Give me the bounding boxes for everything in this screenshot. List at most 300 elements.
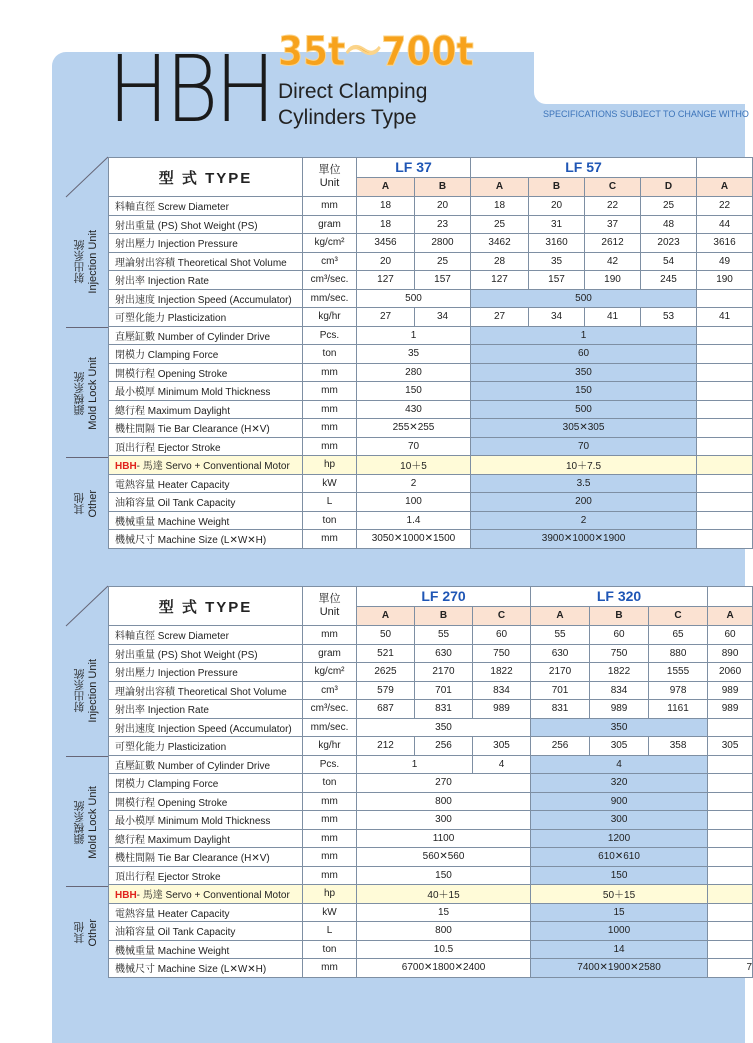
row-label: 射出速度 Injection Speed (Accumulator)	[109, 289, 303, 308]
cell-value: 25	[641, 197, 697, 216]
table-row	[109, 663, 753, 682]
row-label: 射出壓力 Injection Pressure	[109, 663, 303, 682]
cell-value: 2170	[531, 663, 590, 682]
cell-value: 989	[473, 700, 531, 719]
table-row	[109, 755, 753, 774]
row-unit: mm	[303, 363, 357, 382]
row-unit: ton	[303, 940, 357, 959]
row-label: 射出速度 Injection Speed (Accumulator)	[109, 718, 303, 737]
cell-value: 127	[357, 271, 415, 290]
row-unit: mm	[303, 400, 357, 419]
cell-value: 50	[357, 626, 415, 645]
cell-value: 256	[415, 737, 473, 756]
cell-value: 2612	[585, 234, 641, 253]
variant-header: D	[641, 177, 697, 197]
cell-value-cutoff	[697, 511, 753, 530]
row-unit: mm/sec.	[303, 718, 357, 737]
row-unit: L	[303, 922, 357, 941]
row-label: 射出重量 (PS) Shot Weight (PS)	[109, 644, 303, 663]
table-row	[109, 848, 753, 867]
cell-value: 1100	[357, 829, 531, 848]
group-label-mold: 鎖模系統 Mold Lock Unit	[74, 356, 99, 430]
cell-value: 44	[697, 215, 753, 234]
cell-value: 280	[357, 363, 471, 382]
group-label-injection: 射出系統 Injection Unit	[74, 230, 99, 294]
cell-value: 989	[590, 700, 649, 719]
row-unit: mm	[303, 419, 357, 438]
row-label: 頂出行程 Ejector Stroke	[109, 866, 303, 885]
cell-value: 800	[357, 922, 531, 941]
cell-value: 521	[357, 644, 415, 663]
row-unit: kg/hr	[303, 737, 357, 756]
table-row	[109, 626, 753, 645]
cell-value: 42	[585, 252, 641, 271]
cell-value: 15	[531, 903, 708, 922]
cell-value: 150	[471, 382, 697, 401]
row-label: 機柱間隔 Tie Bar Clearance (H✕V)	[109, 848, 303, 867]
cell-value: 100	[357, 493, 471, 512]
row-unit: kW	[303, 474, 357, 493]
cell-value: 20	[357, 252, 415, 271]
cell-value-cutoff	[697, 530, 753, 549]
cell-value: 41	[697, 308, 753, 327]
cell-value: 50＋15	[531, 885, 708, 904]
row-label: 機械尺寸 Machine Size (L✕W✕H)	[109, 530, 303, 549]
cell-value: 60	[471, 345, 697, 364]
cell-value: 6700✕1800✕2400	[357, 959, 531, 978]
row-unit: cm³/sec.	[303, 700, 357, 719]
cell-value: 200	[471, 493, 697, 512]
cell-value: 54	[641, 252, 697, 271]
cell-value: 150	[357, 382, 471, 401]
row-label: 電熱容量 Heater Capacity	[109, 903, 303, 922]
cell-value: 25	[471, 215, 529, 234]
table-row	[109, 215, 753, 234]
row-label: 料軸直徑 Screw Diameter	[109, 626, 303, 645]
cell-value: 10＋5	[357, 456, 471, 475]
hbh-prefix: HBH	[115, 461, 137, 473]
cell-value: 4	[473, 755, 531, 774]
row-unit: mm	[303, 382, 357, 401]
cell-value: 989	[708, 700, 753, 719]
type-header: 型 式 TYPE	[109, 158, 303, 197]
tonnage-range: 35t～700t	[278, 29, 474, 75]
cell-value: 190	[585, 271, 641, 290]
row-label: 開模行程 Opening Stroke	[109, 792, 303, 811]
row-label: 機械尺寸 Machine Size (L✕W✕H)	[109, 959, 303, 978]
cell-value: 22	[585, 197, 641, 216]
cell-value: 300	[357, 811, 531, 830]
cell-value: 60	[708, 626, 753, 645]
cell-value: 500	[471, 400, 697, 419]
cell-value: 1	[471, 326, 697, 345]
table-row	[109, 737, 753, 756]
cell-value: 3900✕1000✕1900	[471, 530, 697, 549]
cell-value: 40＋15	[357, 885, 531, 904]
cell-value: 610✕610	[531, 848, 708, 867]
table-row	[109, 382, 753, 401]
cell-value: 1000	[531, 922, 708, 941]
cell-value: 834	[473, 681, 531, 700]
cell-value: 3462	[471, 234, 529, 253]
cell-value-cutoff	[708, 922, 753, 941]
cell-value: 157	[415, 271, 471, 290]
row-label: 理論射出容積 Theoretical Shot Volume	[109, 252, 303, 271]
table-row	[109, 718, 753, 737]
model-header: LF 270	[357, 587, 531, 607]
model-header: LF 320	[531, 587, 708, 607]
table-row	[109, 903, 753, 922]
cell-value: 890	[708, 644, 753, 663]
cell-value: 245	[641, 271, 697, 290]
row-unit: ton	[303, 774, 357, 793]
table-row	[109, 437, 753, 456]
cell-value: 27	[471, 308, 529, 327]
cell-value-cutoff	[708, 848, 753, 867]
cell-value-cutoff	[697, 289, 753, 308]
row-label: 射出率 Injection Rate	[109, 700, 303, 719]
cell-value: 3.5	[471, 474, 697, 493]
cell-value-cutoff	[708, 792, 753, 811]
cell-value: 25	[415, 252, 471, 271]
cell-value-cutoff	[708, 829, 753, 848]
table-row	[109, 419, 753, 438]
table-row	[109, 511, 753, 530]
row-label	[109, 885, 303, 904]
variant-header: A	[471, 177, 529, 197]
table-row	[109, 326, 753, 345]
variant-header: C	[649, 606, 708, 626]
row-label: 閉模力 Clamping Force	[109, 774, 303, 793]
row-unit: ton	[303, 345, 357, 364]
variant-header: A	[357, 606, 415, 626]
group-label-mold: 鎖模系統 Mold Lock Unit	[74, 785, 99, 859]
variant-header: C	[585, 177, 641, 197]
table-row	[109, 363, 753, 382]
group-label-other: 其他 Other	[74, 490, 99, 518]
cell-value: 1	[357, 326, 471, 345]
row-label: 閉模力 Clamping Force	[109, 345, 303, 364]
table-row	[109, 289, 753, 308]
row-label: 電熱容量 Heater Capacity	[109, 474, 303, 493]
table-row	[109, 493, 753, 512]
cell-value-cutoff	[697, 326, 753, 345]
row-unit: cm³	[303, 681, 357, 700]
cell-value: 430	[357, 400, 471, 419]
cell-value: 34	[529, 308, 585, 327]
cell-value: 2800	[415, 234, 471, 253]
cell-value: 41	[585, 308, 641, 327]
table-row	[109, 829, 753, 848]
row-unit: gram	[303, 215, 357, 234]
cell-value-cutoff	[697, 474, 753, 493]
cell-value-cutoff	[697, 400, 753, 419]
cell-value: 34	[415, 308, 471, 327]
cell-value: 350	[471, 363, 697, 382]
table-row	[109, 530, 753, 549]
type-header: 型 式 TYPE	[109, 587, 303, 626]
row-unit: mm	[303, 792, 357, 811]
table-row	[109, 959, 753, 978]
cell-value: 500	[471, 289, 697, 308]
subtitle-line-1: Direct Clamping	[278, 80, 428, 103]
cell-value-cutoff	[697, 493, 753, 512]
cell-value: 3616	[697, 234, 753, 253]
spec-table-2	[108, 586, 753, 978]
row-label: 可塑化能力 Plasticization	[109, 308, 303, 327]
cell-value: 23	[415, 215, 471, 234]
cell-value: 2060	[708, 663, 753, 682]
row-label: 射出壓力 Injection Pressure	[109, 234, 303, 253]
cell-value-cutoff	[708, 718, 753, 737]
spec-section-2	[66, 586, 753, 979]
cell-value: 212	[357, 737, 415, 756]
row-label	[109, 456, 303, 475]
row-label: 直壓缸數 Number of Cylinder Drive	[109, 326, 303, 345]
cell-value: 256	[531, 737, 590, 756]
table-row	[109, 774, 753, 793]
cell-value-cutoff	[697, 363, 753, 382]
cell-value-cutoff	[697, 456, 753, 475]
table-row	[109, 811, 753, 830]
model-header: LF 57	[471, 158, 697, 178]
cell-value: 7400✕1900✕2580	[531, 959, 708, 978]
row-label: 總行程 Maximum Daylight	[109, 829, 303, 848]
row-unit: L	[303, 493, 357, 512]
cell-value: 630	[415, 644, 473, 663]
cell-value-cutoff	[697, 419, 753, 438]
cell-value: 70	[357, 437, 471, 456]
row-label: 直壓缸數 Number of Cylinder Drive	[109, 755, 303, 774]
cell-value: 831	[415, 700, 473, 719]
variant-header: A	[357, 177, 415, 197]
table-row	[109, 700, 753, 719]
cell-value-cutoff	[708, 903, 753, 922]
cell-value: 10.5	[357, 940, 531, 959]
cell-value: 2	[471, 511, 697, 530]
cell-value: 320	[531, 774, 708, 793]
row-label: 頂出行程 Ejector Stroke	[109, 437, 303, 456]
cell-value: 305	[708, 737, 753, 756]
table-row	[109, 308, 753, 327]
group-label-injection: 射出系統 Injection Unit	[74, 659, 99, 723]
cell-value: 831	[531, 700, 590, 719]
cell-value: 834	[590, 681, 649, 700]
cell-value-cutoff	[708, 940, 753, 959]
cell-value: 150	[531, 866, 708, 885]
row-label: 開模行程 Opening Stroke	[109, 363, 303, 382]
row-unit: mm	[303, 197, 357, 216]
cell-value: 350	[531, 718, 708, 737]
row-label: 機械重量 Machine Weight	[109, 511, 303, 530]
row-label: 最小模厚 Minimum Mold Thickness	[109, 382, 303, 401]
row-label: 最小模厚 Minimum Mold Thickness	[109, 811, 303, 830]
row-label: 射出率 Injection Rate	[109, 271, 303, 290]
table-row	[109, 922, 753, 941]
table-row	[109, 234, 753, 253]
cell-value: 150	[357, 866, 531, 885]
table-row	[109, 345, 753, 364]
cell-value: 3456	[357, 234, 415, 253]
cell-value: 22	[697, 197, 753, 216]
row-label: 理論射出容積 Theoretical Shot Volume	[109, 681, 303, 700]
subtitle-line-2: Cylinders Type	[278, 106, 417, 129]
cell-value: 1161	[649, 700, 708, 719]
variant-header: A	[697, 177, 753, 197]
table-row	[109, 474, 753, 493]
cell-value: 3160	[529, 234, 585, 253]
row-unit: hp	[303, 885, 357, 904]
cell-value: 15	[357, 903, 531, 922]
cell-value: 800	[357, 792, 531, 811]
hbh-prefix: HBH	[115, 890, 137, 902]
cell-value: 60	[590, 626, 649, 645]
row-unit: mm	[303, 811, 357, 830]
row-unit: cm³	[303, 252, 357, 271]
table-row	[109, 400, 753, 419]
row-unit: kW	[303, 903, 357, 922]
row-unit: mm	[303, 866, 357, 885]
cell-value-cutoff	[697, 382, 753, 401]
model-header-cutoff	[697, 158, 753, 178]
cell-value: 2170	[415, 663, 473, 682]
cell-value: 750	[590, 644, 649, 663]
table-row	[109, 456, 753, 475]
row-unit: mm	[303, 530, 357, 549]
row-unit: mm	[303, 626, 357, 645]
cell-value: 989	[708, 681, 753, 700]
cell-value: 35	[357, 345, 471, 364]
table-row	[109, 197, 753, 216]
row-unit: mm	[303, 437, 357, 456]
cell-value: 60	[473, 626, 531, 645]
cell-value: 1822	[590, 663, 649, 682]
cell-value: 14	[531, 940, 708, 959]
table-row	[109, 644, 753, 663]
cell-value: 55	[531, 626, 590, 645]
row-unit: mm	[303, 829, 357, 848]
cell-value: 37	[585, 215, 641, 234]
cell-value: 1.4	[357, 511, 471, 530]
row-unit: mm	[303, 848, 357, 867]
row-unit: kg/hr	[303, 308, 357, 327]
cell-value: 630	[531, 644, 590, 663]
variant-header: A	[708, 606, 753, 626]
unit-header: 單位 Unit	[303, 587, 357, 626]
variant-header: C	[473, 606, 531, 626]
cell-value: 49	[697, 252, 753, 271]
cell-value: 305	[590, 737, 649, 756]
row-unit: hp	[303, 456, 357, 475]
model-header: LF 37	[357, 158, 471, 178]
table-row	[109, 271, 753, 290]
row-unit: kg/cm²	[303, 234, 357, 253]
row-unit: kg/cm²	[303, 663, 357, 682]
row-label: 機柱間隔 Tie Bar Clearance (H✕V)	[109, 419, 303, 438]
row-unit: gram	[303, 644, 357, 663]
cell-value: 1555	[649, 663, 708, 682]
cell-value: 750	[473, 644, 531, 663]
row-unit: mm/sec.	[303, 289, 357, 308]
cell-value: 305✕305	[471, 419, 697, 438]
spec-section-1	[66, 157, 745, 550]
group-label-other: 其他 Other	[74, 919, 99, 947]
cell-value-cutoff	[708, 866, 753, 885]
cell-value: 55	[415, 626, 473, 645]
cell-value: 10＋7.5	[471, 456, 697, 475]
cell-value: 701	[415, 681, 473, 700]
row-unit: Pcs.	[303, 326, 357, 345]
row-label: 油箱容量 Oil Tank Capacity	[109, 922, 303, 941]
model-header-cutoff	[708, 587, 753, 607]
variant-header: B	[590, 606, 649, 626]
cell-value: 18	[471, 197, 529, 216]
row-label: 可塑化能力 Plasticization	[109, 737, 303, 756]
cell-value-cutoff: 7	[708, 959, 753, 978]
hbh-motor-label: - 馬達 Servo + Conventional Motor	[136, 890, 290, 902]
table-row	[109, 252, 753, 271]
row-label: 油箱容量 Oil Tank Capacity	[109, 493, 303, 512]
cell-value: 350	[357, 718, 531, 737]
row-unit: ton	[303, 511, 357, 530]
cell-value: 579	[357, 681, 415, 700]
spec-table-1	[108, 157, 753, 549]
cell-value: 500	[357, 289, 471, 308]
cell-value: 270	[357, 774, 531, 793]
table-row	[109, 885, 753, 904]
cell-value: 2023	[641, 234, 697, 253]
spec-change-notice: SPECIFICATIONS SUBJECT TO CHANGE WITHO	[543, 109, 749, 119]
header-tab-cutout	[534, 52, 745, 104]
cell-value: 18	[357, 197, 415, 216]
table-row	[109, 866, 753, 885]
cell-value: 255✕255	[357, 419, 471, 438]
variant-header: A	[531, 606, 590, 626]
variant-header: B	[415, 606, 473, 626]
hbh-motor-label: - 馬達 Servo + Conventional Motor	[136, 461, 290, 473]
cell-value: 900	[531, 792, 708, 811]
table-row	[109, 681, 753, 700]
variant-header: B	[415, 177, 471, 197]
cell-value-cutoff	[708, 811, 753, 830]
row-unit: Pcs.	[303, 755, 357, 774]
unit-header: 單位 Unit	[303, 158, 357, 197]
cell-value: 880	[649, 644, 708, 663]
cell-value: 2	[357, 474, 471, 493]
cell-value-cutoff	[697, 437, 753, 456]
table-row	[109, 940, 753, 959]
corner-diagonal	[66, 586, 108, 626]
cell-value-cutoff	[708, 885, 753, 904]
corner-diagonal	[66, 157, 108, 197]
cell-value: 1822	[473, 663, 531, 682]
cell-value: 28	[471, 252, 529, 271]
cell-value: 4	[531, 755, 708, 774]
cell-value: 1200	[531, 829, 708, 848]
cell-value: 35	[529, 252, 585, 271]
cell-value-cutoff	[697, 345, 753, 364]
cell-value: 20	[415, 197, 471, 216]
cell-value-cutoff	[708, 755, 753, 774]
row-unit: cm³/sec.	[303, 271, 357, 290]
cell-value: 157	[529, 271, 585, 290]
cell-value: 27	[357, 308, 415, 327]
row-label: 射出重量 (PS) Shot Weight (PS)	[109, 215, 303, 234]
cell-value-cutoff	[708, 774, 753, 793]
cell-value: 701	[531, 681, 590, 700]
cell-value: 1	[357, 755, 473, 774]
row-unit: mm	[303, 959, 357, 978]
